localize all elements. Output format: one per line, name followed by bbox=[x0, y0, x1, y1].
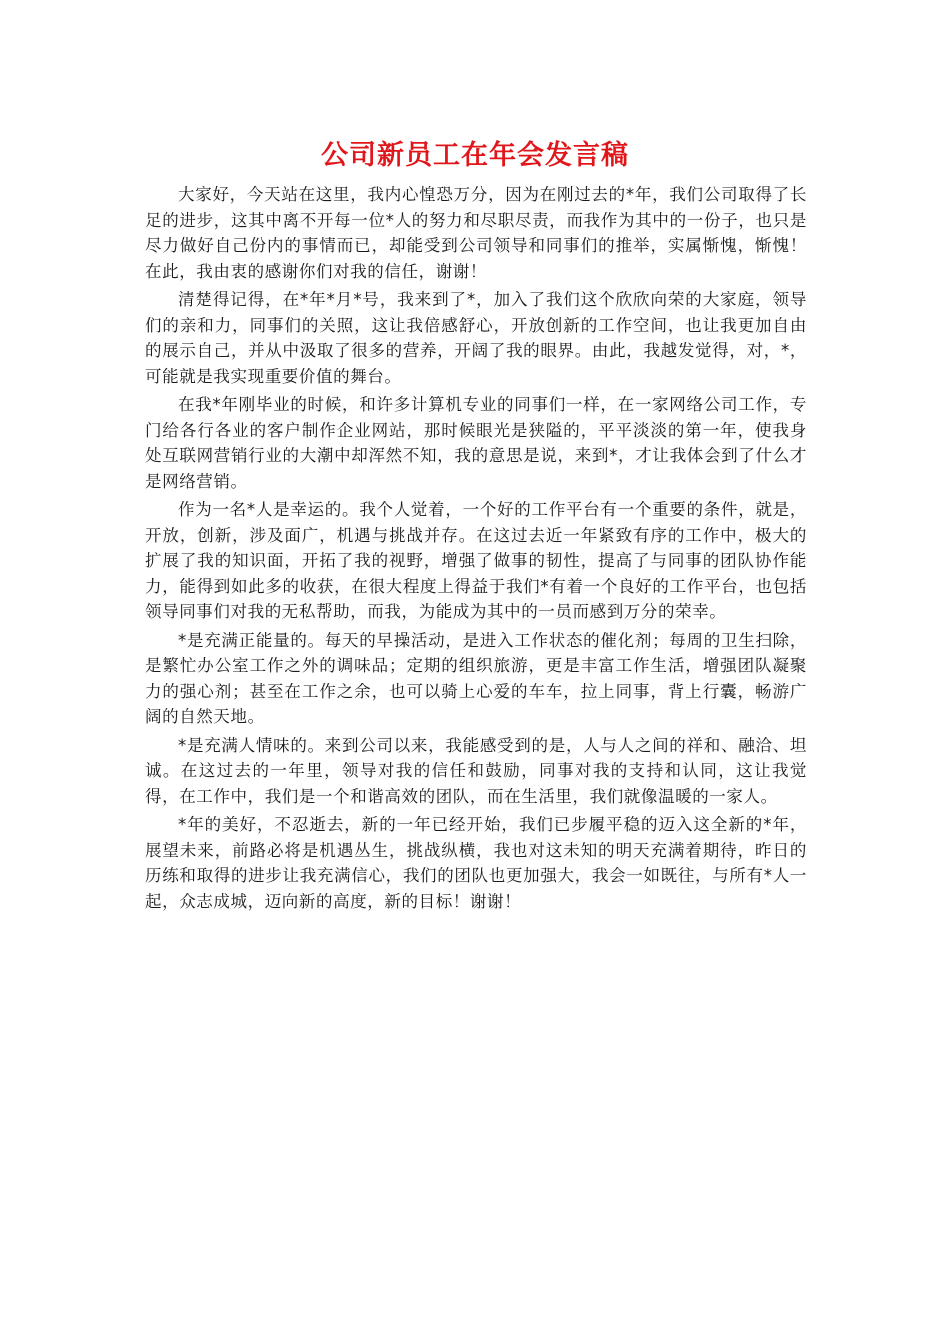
paragraph-closing: *年的美好，不忍逝去，新的一年已经开始，我们已步履平稳的迈入这全新的*年，展望未来，前路必将是机遇丛生，挑战纵横，我也对这未知的明天充满着期待，昨日的历练和取得的进步让我充满信心，我们的团队也更加强大，我会一如既往，与所有*人一起，众志成城，迈向新的高度，新的目标！谢谢！ bbox=[145, 815, 807, 911]
document-title: 公司新员工在年会发言稿 bbox=[321, 140, 629, 171]
paragraph-background: 在我*年刚毕业的时候，和许多计算机专业的同事们一样，在一家网络公司工作，专门给各行各业的客户制作企业网站，那时候眼光是狭隘的，平平淡淡的第一年，使我身处互联网营销行业的大潮中却浑然不知，我的意思是说，来到*，才让我体会到了什么才是网络营销。 bbox=[145, 395, 807, 491]
document-body bbox=[145, 182, 807, 917]
paragraph-warmth: *是充满人情味的。来到公司以来，我能感受到的是，人与人之间的祥和、融洽、坦诚。在这过去的一年里，领导对我的信任和鼓励，同事对我的支持和认同，这让我觉得，在工作中，我们是一个和谐高效的团队，而在生活里，我们就像温暖的一家人。 bbox=[145, 735, 807, 806]
paragraph-joining: 清楚得记得，在*年*月*号，我来到了*，加入了我们这个欣欣向荣的大家庭，领导们的亲和力，同事们的关照，这让我倍感舒心，开放创新的工作空间，也让我更加自由的展示自己，并从中汲取了很多的营养，开阔了我的眼界。由此，我越发觉得，对，*，可能就是我实现重要价值的舞台。 bbox=[145, 290, 807, 386]
paragraph-greeting: 大家好，今天站在这里，我内心惶恐万分，因为在刚过去的*年，我们公司取得了长足的进步，这其中离不开每一位*人的努力和尽职尽责，而我作为其中的一份子，也只是尽力做好自己份内的事情而已，却能受到公司领导和同事们的推举，实属惭愧，惭愧！在此，我由衷的感谢你们对我的信任，谢谢！ bbox=[145, 185, 807, 281]
paragraph-platform: 作为一名*人是幸运的。我个人觉着，一个好的工作平台有一个重要的条件，就是，开放，创新，涉及面广，机遇与挑战并存。在这过去近一年紧致有序的工作中，极大的扩展了我的知识面，开拓了我的视野，增强了做事的韧性，提高了与同事的团队协作能力，能得到如此多的收获，在很大程度上得益于我们*有着一个良好的工作平台，也包括领导同事们对我的无私帮助，而我，为能成为其中的一员而感到万分的荣幸。 bbox=[145, 500, 807, 621]
paragraph-positive-energy: *是充满正能量的。每天的早操活动，是进入工作状态的催化剂；每周的卫生扫除，是繁忙办公室工作之外的调味品；定期的组织旅游，更是丰富工作生活，增强团队凝聚力的强心剂；甚至在工作之余，也可以骑上心爱的车车，拉上同事，背上行囊，畅游广阔的自然天地。 bbox=[145, 630, 807, 726]
